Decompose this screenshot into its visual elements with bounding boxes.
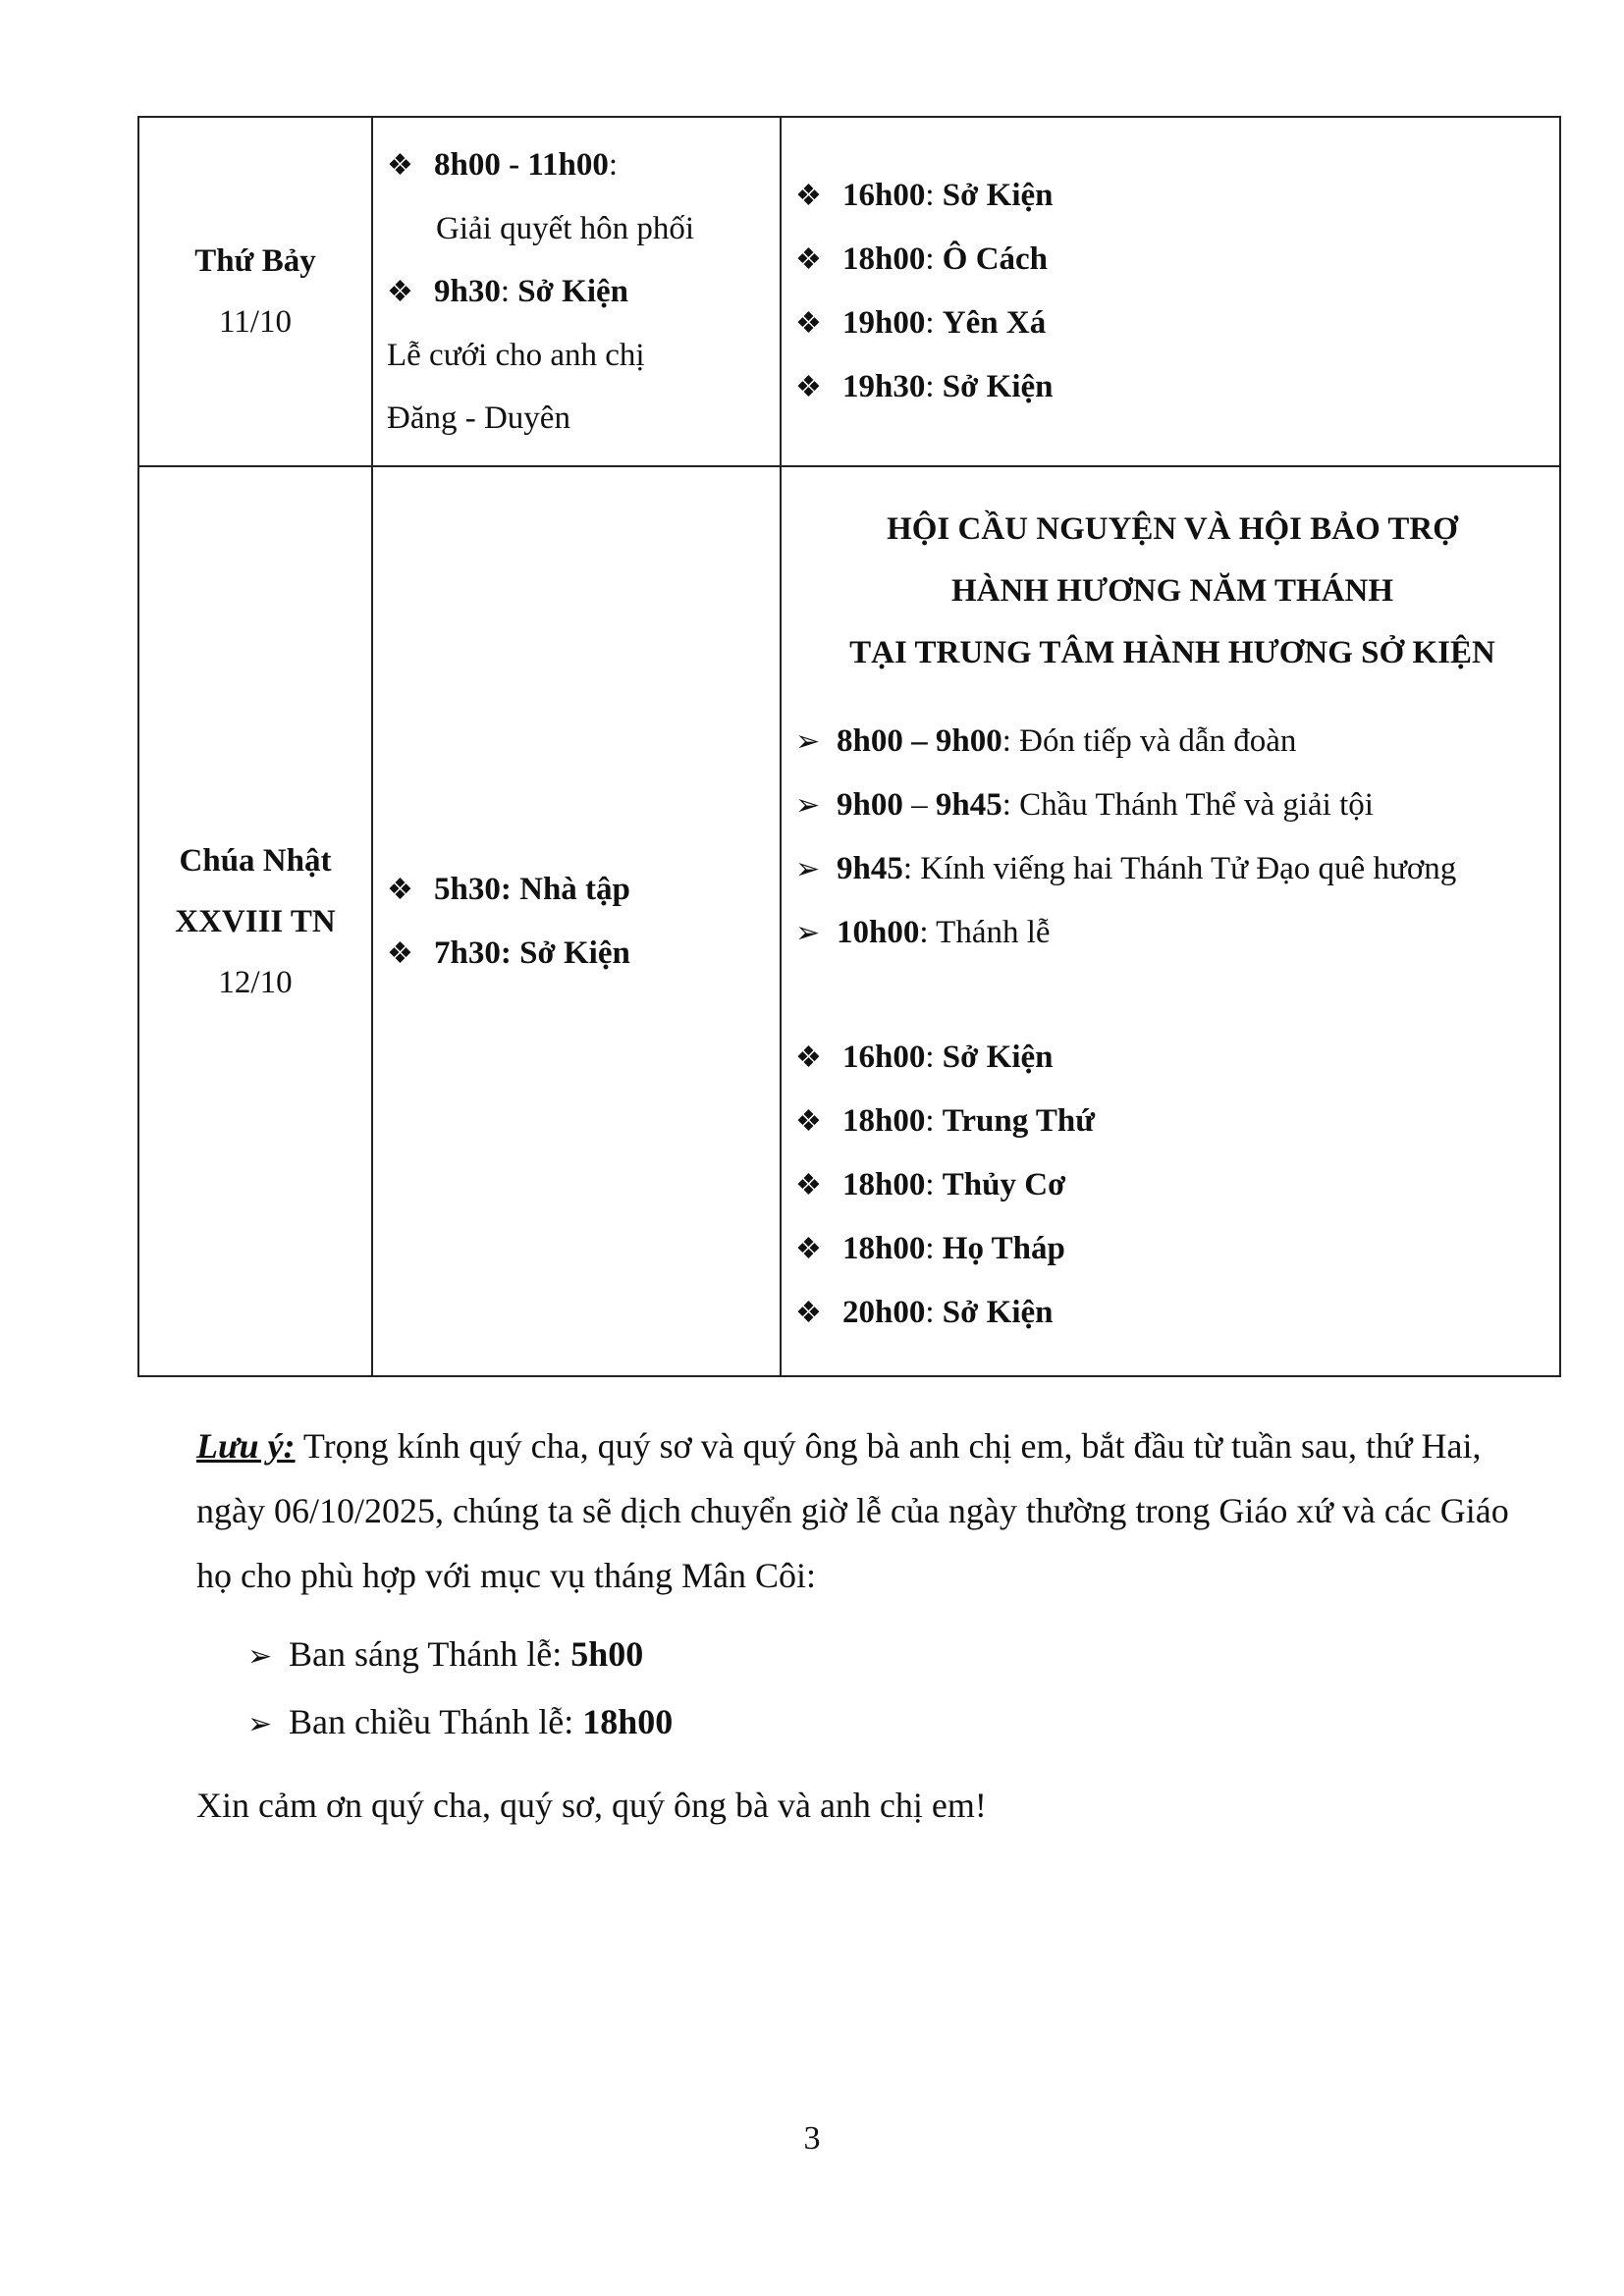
list-item: ➢ Ban chiều Thánh lễ: 18h00: [247, 1689, 1551, 1757]
diamond-bullet-icon: ❖: [795, 180, 822, 212]
schedule-item: ❖ 18h00: Họ Tháp: [795, 1217, 1549, 1281]
note-list: [196, 1622, 1551, 1757]
schedule-item: ❖ 19h00: Yên Xá: [795, 292, 1549, 355]
page-number: 3: [803, 2120, 821, 2157]
evening-cell: [781, 117, 1560, 466]
diamond-bullet-icon: ❖: [795, 1168, 822, 1201]
schedule-item-description: Giải quyết hôn phối: [436, 211, 695, 246]
diamond-bullet-icon: ❖: [795, 1232, 822, 1265]
list-item: ➢ Ban sáng Thánh lễ: 5h00: [247, 1622, 1551, 1689]
thanks-text: Xin cảm ơn quý cha, quý sơ, quý ông bà và anh chị em!: [196, 1786, 987, 1825]
diamond-bullet-icon: ❖: [795, 1104, 822, 1138]
schedule-item: ❖ 18h00: Ô Cách: [795, 228, 1549, 292]
schedule-item: ❖ 20h00: Sở Kiện: [795, 1281, 1549, 1345]
program-item: ➢ 9h45: Kính viếng hai Thánh Tử Đạo quê hương: [795, 837, 1549, 901]
schedule-item: ❖ 5h30: Nhà tập: [387, 858, 770, 922]
arrow-bullet-icon: ➢: [247, 1640, 273, 1673]
day-date: 11/10: [219, 304, 292, 340]
diamond-bullet-icon: ❖: [795, 243, 822, 276]
schedule-item: ❖ 8h00 - 11h00:: [387, 133, 770, 197]
day-name: Chúa Nhật: [179, 842, 332, 879]
diamond-bullet-icon: ❖: [795, 1041, 822, 1074]
arrow-bullet-icon: ➢: [795, 788, 821, 822]
schedule-item: ❖ 16h00: Sở Kiện: [795, 164, 1549, 228]
diamond-bullet-icon: ❖: [387, 149, 413, 182]
schedule-item: ❖ 9h30: Sở Kiện: [387, 260, 770, 324]
day-cell: [138, 466, 372, 1376]
schedule-item: ❖ 18h00: Trung Thứ: [795, 1090, 1549, 1153]
pilgrimage-heading-line: HÀNH HƯƠNG NĂM THÁNH: [950, 572, 1394, 609]
note-label: Lưu ý:: [196, 1426, 296, 1466]
day-cell: [138, 117, 372, 466]
schedule-item: ❖ 16h00: Sở Kiện: [795, 1026, 1549, 1090]
evening-cell: [781, 466, 1560, 1376]
note-paragraph: [196, 1414, 1551, 1608]
diamond-bullet-icon: ❖: [387, 936, 413, 970]
schedule-item-description: Lễ cưới cho anh chị: [387, 338, 645, 373]
day-name-sub: XXVIII TN: [175, 903, 336, 939]
pilgrimage-heading-line: HỘI CẦU NGUYỆN VÀ HỘI BẢO TRỢ: [887, 510, 1458, 547]
schedule-row-sunday: [138, 466, 1560, 1376]
diamond-bullet-icon: ❖: [387, 873, 413, 906]
program-item: ➢ 8h00 – 9h00: Đón tiếp và dẫn đoàn: [795, 710, 1549, 774]
day-name: Thứ Bảy: [194, 243, 316, 279]
diamond-bullet-icon: ❖: [795, 371, 822, 403]
arrow-bullet-icon: ➢: [795, 724, 821, 758]
note-text: Trọng kính quý cha, quý sơ và quý ông bà anh chị em, bắt đầu từ tuần sau, thứ Hai, ngày 06/10/2025, chúng ta sẽ dịch chuyển giờ lễ của ngày thường trong Giáo xứ và các Giáo họ cho phù hợp với mục vụ tháng Mân Côi:: [196, 1426, 1509, 1595]
schedule-item: ❖ 19h30: Sở Kiện: [795, 355, 1549, 419]
pilgrimage-heading-line: TẠI TRUNG TÂM HÀNH HƯƠNG SỞ KIỆN: [849, 634, 1495, 670]
arrow-bullet-icon: ➢: [795, 852, 821, 885]
schedule-item-description: Đăng - Duyên: [387, 400, 570, 436]
schedule-item: ❖ 7h30: Sở Kiện: [387, 922, 770, 986]
mass-schedule-table: [137, 116, 1561, 1377]
schedule-item: ❖ 18h00: Thủy Cơ: [795, 1153, 1549, 1217]
morning-cell: [372, 117, 781, 466]
diamond-bullet-icon: ❖: [795, 307, 822, 340]
day-date: 12/10: [218, 964, 293, 1000]
program-item: ➢ 10h00: Thánh lễ: [795, 901, 1549, 965]
arrow-bullet-icon: ➢: [247, 1708, 273, 1740]
arrow-bullet-icon: ➢: [795, 916, 821, 949]
program-item: ➢ 9h00 – 9h45: Chầu Thánh Thể và giải tội: [795, 774, 1549, 837]
morning-cell: [372, 466, 781, 1376]
diamond-bullet-icon: ❖: [795, 1296, 822, 1329]
diamond-bullet-icon: ❖: [387, 276, 413, 308]
schedule-row-saturday: [138, 117, 1560, 466]
note-section: [196, 1414, 1551, 1838]
